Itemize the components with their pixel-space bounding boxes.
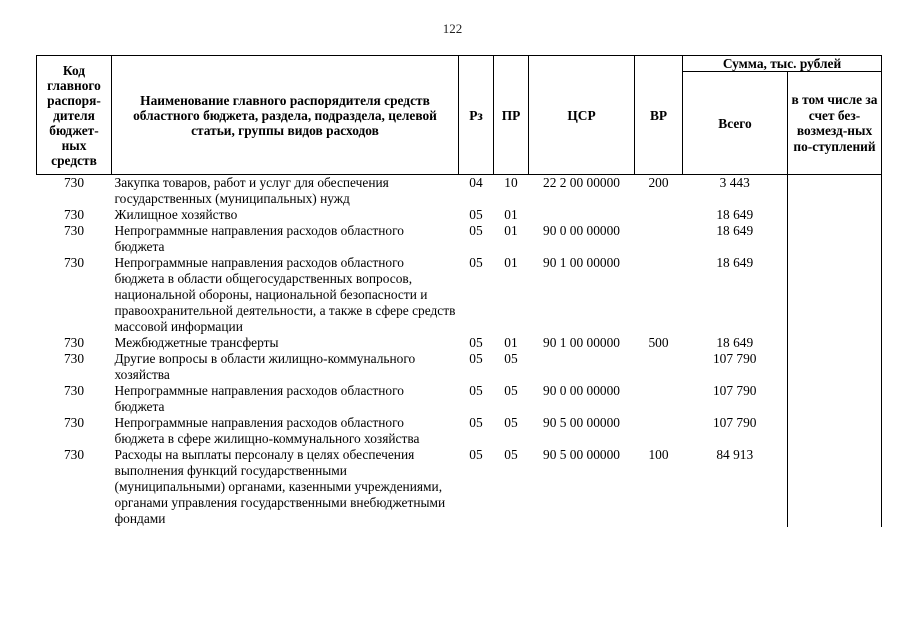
cell-code: 730 [63, 223, 85, 238]
cell-total: 18 649 [716, 223, 754, 238]
cell-code: 730 [63, 335, 85, 350]
budget-table [36, 55, 882, 527]
cell-pr: 05 [504, 415, 518, 430]
cell-total: 18 649 [716, 255, 754, 270]
cell-pr: 01 [504, 207, 518, 222]
table-row [37, 351, 882, 383]
cell-vr [635, 207, 683, 223]
table-row [37, 255, 882, 335]
cell-rz: 05 [469, 447, 483, 462]
header-name: Наименование главного распорядителя средств областного бюджета, раздела, подраздела, целевой статьи, группы видов расходов [112, 56, 459, 175]
cell-csr: 90 0 00 00000 [543, 223, 620, 238]
cell-pr: 01 [504, 255, 518, 270]
cell-code: 730 [63, 351, 85, 366]
cell-rz: 05 [469, 335, 483, 350]
cell-code: 730 [63, 207, 85, 222]
cell-pr: 10 [504, 175, 518, 190]
table-row [37, 415, 882, 447]
cell-name: Расходы на выплаты персоналу в целях обеспечения выполнения функций государственными (муниципальными) органами, казенными учреждениями, органами управления государственными внебюджетными фондами [114, 447, 446, 526]
header-pr: ПР [494, 56, 529, 175]
page-number: 122 [442, 21, 463, 36]
cell-name: Непрограммные направления расходов областного бюджета [114, 383, 404, 414]
cell-csr: 90 1 00 00000 [543, 335, 620, 350]
table-row [37, 335, 882, 351]
table-row [37, 223, 882, 255]
cell-free [788, 207, 882, 223]
table-row [37, 175, 882, 208]
header-vr: ВР [635, 56, 683, 175]
cell-csr: 90 5 00 00000 [543, 415, 620, 430]
cell-rz: 05 [469, 415, 483, 430]
cell-pr: 01 [504, 335, 518, 350]
cell-csr: 22 2 00 00000 [543, 175, 620, 190]
cell-vr: 200 [648, 175, 669, 190]
cell-rz: 05 [469, 255, 483, 270]
table-row [37, 207, 882, 223]
cell-free [788, 223, 882, 255]
cell-total: 18 649 [716, 335, 754, 350]
table-header [37, 56, 882, 175]
table-row [37, 447, 882, 527]
header-free: в том числе за счет без-возмезд-ных по-ступлений [788, 72, 882, 175]
cell-vr: 500 [648, 335, 669, 350]
cell-free [788, 351, 882, 383]
cell-vr [635, 351, 683, 383]
cell-total: 107 790 [712, 351, 757, 366]
cell-pr: 05 [504, 383, 518, 398]
cell-name: Жилищное хозяйство [114, 207, 238, 222]
table-body [37, 175, 882, 528]
cell-rz: 05 [469, 351, 483, 366]
cell-pr: 01 [504, 223, 518, 238]
cell-free [788, 175, 882, 208]
cell-code: 730 [63, 383, 85, 398]
cell-vr [635, 255, 683, 335]
cell-csr: 90 0 00 00000 [543, 383, 620, 398]
cell-free [788, 255, 882, 335]
cell-rz: 05 [469, 207, 483, 222]
cell-name: Непрограммные направления расходов областного бюджета [114, 223, 404, 254]
cell-name: Непрограммные направления расходов областного бюджета в области общегосударственных вопросов, национальной обороны, национальной безопасности и правоохранительной деятельности, а также в сфере средств массовой информации [114, 255, 456, 334]
cell-csr [529, 351, 635, 383]
cell-name: Другие вопросы в области жилищно-коммунального хозяйства [114, 351, 416, 382]
cell-rz: 04 [469, 175, 483, 190]
cell-code: 730 [63, 255, 85, 270]
cell-vr [635, 383, 683, 415]
cell-vr: 100 [648, 447, 669, 462]
cell-code: 730 [63, 175, 85, 190]
cell-csr: 90 5 00 00000 [543, 447, 620, 462]
header-code: Код главного распоря-дителя бюджет-ных средств [37, 56, 112, 175]
table-row [37, 383, 882, 415]
cell-code: 730 [63, 447, 85, 462]
cell-name: Закупка товаров, работ и услуг для обеспечения государственных (муниципальных) нужд [114, 175, 389, 206]
cell-rz: 05 [469, 383, 483, 398]
cell-pr: 05 [504, 351, 518, 366]
cell-free [788, 335, 882, 351]
cell-total: 3 443 [719, 175, 750, 190]
cell-vr [635, 415, 683, 447]
cell-vr [635, 223, 683, 255]
cell-total: 107 790 [712, 415, 757, 430]
cell-code: 730 [63, 415, 85, 430]
cell-total: 84 913 [716, 447, 754, 462]
header-rz: Рз [459, 56, 494, 175]
cell-total: 107 790 [712, 383, 757, 398]
cell-name: Межбюджетные трансферты [114, 335, 279, 350]
header-sum-group: Сумма, тыс. рублей [683, 56, 882, 72]
cell-free [788, 415, 882, 447]
cell-free [788, 383, 882, 415]
cell-csr: 90 1 00 00000 [543, 255, 620, 270]
header-csr: ЦСР [529, 56, 635, 175]
cell-name: Непрограммные направления расходов областного бюджета в сфере жилищно-коммунального хозяйства [114, 415, 420, 446]
cell-free [788, 447, 882, 527]
cell-pr: 05 [504, 447, 518, 462]
cell-total: 18 649 [716, 207, 754, 222]
header-total: Всего [683, 72, 788, 175]
cell-csr [529, 207, 635, 223]
cell-rz: 05 [469, 223, 483, 238]
